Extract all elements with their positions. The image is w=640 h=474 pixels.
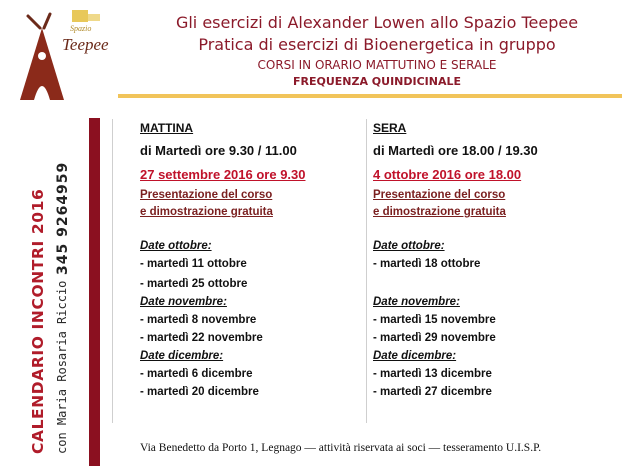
evening-column bbox=[366, 119, 613, 423]
teepee-logo bbox=[14, 6, 114, 106]
morning-column bbox=[112, 119, 375, 423]
evening-december-heading: Date dicembre: bbox=[373, 350, 457, 362]
morning-presentation-1: Presentazione del corso bbox=[140, 189, 273, 201]
morning-date-item: - martedì 22 novembre bbox=[140, 332, 263, 344]
evening-schedule: di Martedì ore 18.00 / 19.30 bbox=[373, 143, 538, 158]
evening-date-item: - martedì 13 dicembre bbox=[373, 368, 492, 380]
morning-date-item: - martedì 8 novembre bbox=[140, 314, 257, 326]
morning-start-date: 27 settembre 2016 ore 9.30 bbox=[140, 167, 306, 182]
evening-presentation-1: Presentazione del corso bbox=[373, 189, 506, 201]
evening-date-item: - martedì 18 ottobre bbox=[373, 258, 481, 270]
evening-start-date: 4 ottobre 2016 ore 18.00 bbox=[373, 167, 522, 182]
course-frequency: FREQUENZA QUINDICINALE bbox=[292, 75, 462, 88]
footer-address: Via Benedetto da Porto 1, Legnago — attività riservata ai soci — tesseramento U.I.S.P. bbox=[140, 442, 542, 454]
morning-date-item: - martedì 11 ottobre bbox=[140, 258, 247, 270]
evening-date-item: - martedì 29 novembre bbox=[373, 332, 496, 344]
evening-label: SERA bbox=[373, 121, 407, 135]
evening-october-heading: Date ottobre: bbox=[373, 240, 445, 252]
teepee-icon bbox=[14, 6, 114, 106]
header-divider bbox=[118, 94, 622, 98]
page-header bbox=[122, 12, 632, 89]
morning-label: MATTINA bbox=[140, 121, 194, 135]
calendar-title: CALENDARIO INCONTRI 2016 bbox=[29, 188, 47, 454]
course-times: CORSI IN ORARIO MATTUTINO E SERALE bbox=[257, 58, 497, 72]
phone-number: 345 9264959 bbox=[55, 161, 71, 275]
morning-november-heading: Date novembre: bbox=[140, 296, 227, 308]
evening-date-item: - martedì 15 novembre bbox=[373, 314, 496, 326]
teacher-name: con Maria Rosaria Riccio bbox=[55, 280, 69, 454]
side-accent-bar bbox=[89, 118, 100, 466]
evening-date-item: - martedì 27 dicembre bbox=[373, 386, 492, 398]
page-title: Gli esercizi di Alexander Lowen allo Spazio Teepee bbox=[175, 13, 579, 32]
page-subtitle: Pratica di esercizi di Bioenergetica in gruppo bbox=[198, 35, 556, 54]
morning-schedule: di Martedì ore 9.30 / 11.00 bbox=[140, 143, 297, 158]
morning-date-item: - martedì 20 dicembre bbox=[140, 386, 259, 398]
logo-brand-text: Teepee bbox=[62, 35, 109, 54]
evening-presentation-2: e dimostrazione gratuita bbox=[373, 206, 506, 218]
evening-november-heading: Date novembre: bbox=[373, 296, 460, 308]
logo-small-text: Spazio bbox=[70, 24, 92, 33]
morning-date-item: - martedì 25 ottobre bbox=[140, 278, 248, 290]
morning-october-heading: Date ottobre: bbox=[140, 240, 212, 252]
morning-december-heading: Date dicembre: bbox=[140, 350, 224, 362]
morning-date-item: - martedì 6 dicembre bbox=[140, 368, 253, 380]
morning-presentation-2: e dimostrazione gratuita bbox=[140, 206, 273, 218]
